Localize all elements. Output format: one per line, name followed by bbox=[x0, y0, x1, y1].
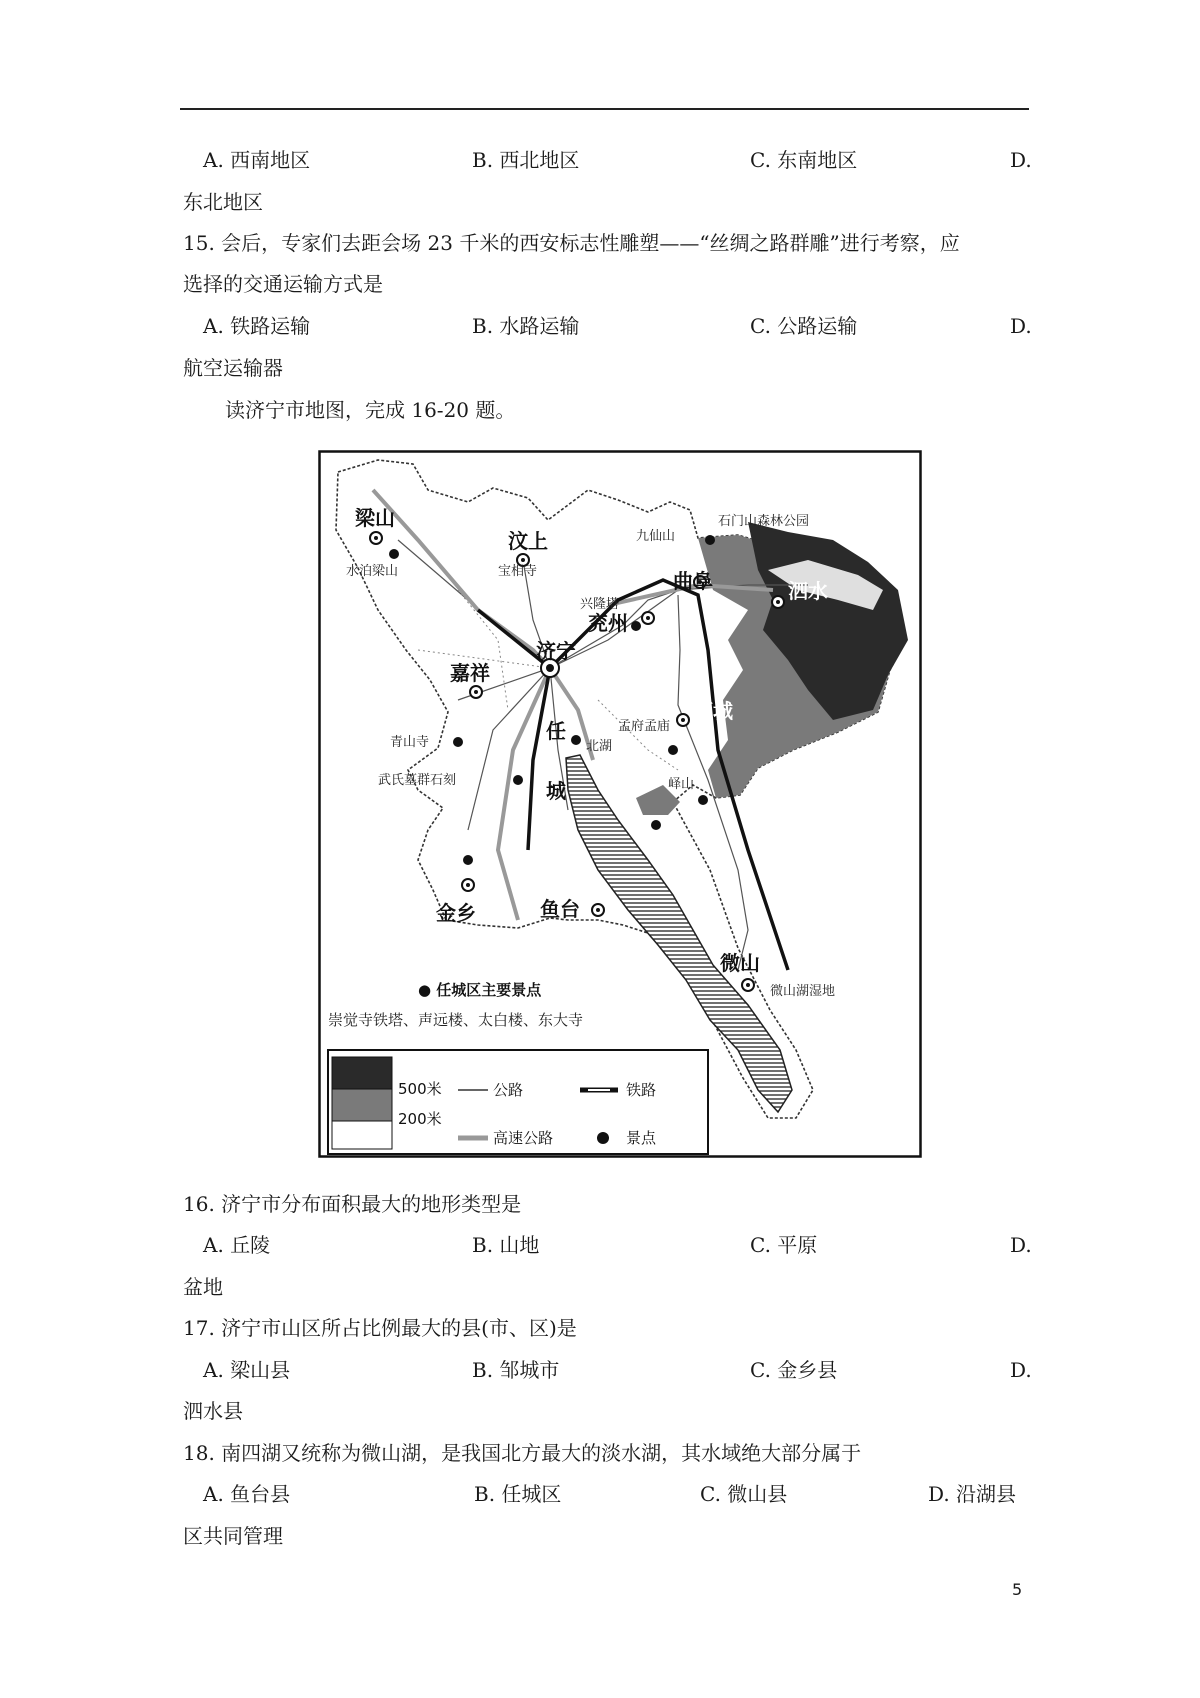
jining-map-figure bbox=[318, 450, 922, 1158]
label-jiaxiang: 嘉祥 bbox=[450, 661, 490, 685]
q18-option-d: D. 沿湖县 bbox=[928, 1482, 1017, 1506]
legend-highway: 高速公路 bbox=[493, 1129, 554, 1147]
label-weishan: 微山 bbox=[720, 951, 760, 975]
legend-swatch-low bbox=[332, 1121, 392, 1149]
label-liangshan: 梁山 bbox=[355, 506, 395, 530]
q18-option-c: C. 微山县 bbox=[700, 1482, 788, 1506]
rencheng-spots-list: 崇觉寺铁塔、声远楼、太白楼、东大寺 bbox=[328, 1011, 584, 1029]
q15-option-b: B. 水路运输 bbox=[472, 314, 580, 338]
q18-option-a: A. 鱼台县 bbox=[203, 1482, 291, 1506]
q15-stem-line2: 选择的交通运输方式是 bbox=[183, 272, 383, 296]
q17-option-b: B. 邹城市 bbox=[472, 1358, 560, 1382]
q18-option-b: B. 任城区 bbox=[474, 1482, 562, 1506]
label-jinxiang: 金乡 bbox=[436, 901, 476, 925]
label-zoucheng: 邹城 bbox=[693, 699, 733, 723]
label-wenshang: 汶上 bbox=[508, 529, 548, 553]
spot-shimen: 石门山森林公园 bbox=[718, 514, 810, 529]
spot-yishan: 峄山 bbox=[668, 777, 695, 792]
legend-road: 公路 bbox=[493, 1081, 524, 1099]
q14-option-d-continued: 东北地区 bbox=[183, 190, 263, 214]
q18-option-d-continued: 区共同管理 bbox=[183, 1524, 283, 1548]
q15-option-d: D. bbox=[1010, 314, 1032, 338]
spot-wushi: 武氏墓群石刻 bbox=[378, 773, 457, 788]
legend-swatch-200m bbox=[332, 1089, 392, 1121]
q14-option-b: B. 西北地区 bbox=[472, 148, 580, 172]
q16-option-b: B. 山地 bbox=[472, 1233, 540, 1257]
q14-option-d: D. bbox=[1010, 148, 1032, 172]
jining-map-svg bbox=[318, 450, 922, 1158]
legend-swatch-500m bbox=[332, 1057, 392, 1089]
label-yanzhou: 兖州 bbox=[588, 611, 628, 635]
spot-mengfu: 孟府孟庙 bbox=[618, 719, 671, 734]
q16-option-c: C. 平原 bbox=[750, 1233, 818, 1257]
q16-option-d-continued: 盆地 bbox=[183, 1275, 223, 1299]
q17-option-d-continued: 泗水县 bbox=[183, 1399, 243, 1423]
rencheng-spots-title: ● 任城区主要景点 bbox=[418, 981, 542, 999]
label-rencheng-2: 城 bbox=[546, 779, 566, 803]
q15-option-a: A. 铁路运输 bbox=[203, 314, 311, 338]
spot-weishan-wetland: 微山湖湿地 bbox=[770, 984, 836, 999]
q15-option-c: C. 公路运输 bbox=[750, 314, 858, 338]
spot-qingshan: 青山寺 bbox=[390, 735, 430, 750]
label-rencheng-1: 任 bbox=[546, 719, 566, 743]
q16-option-a: A. 丘陵 bbox=[203, 1233, 271, 1257]
legend-500m: 500米 bbox=[398, 1080, 442, 1098]
legend-spot: 景点 bbox=[626, 1129, 657, 1147]
map-legend bbox=[328, 1050, 708, 1154]
q17-option-a: A. 梁山县 bbox=[203, 1358, 291, 1382]
q14-option-a: A. 西南地区 bbox=[203, 148, 311, 172]
q17-stem: 17. 济宁市山区所占比例最大的县(市、区)是 bbox=[183, 1316, 577, 1340]
q15-option-d-continued: 航空运输器 bbox=[183, 356, 283, 380]
q17-option-c: C. 金乡县 bbox=[750, 1358, 838, 1382]
q16-stem: 16. 济宁市分布面积最大的地形类型是 bbox=[183, 1192, 522, 1216]
spot-xinglong: 兴隆塔 bbox=[580, 597, 620, 612]
q18-stem: 18. 南四湖又统称为微山湖，是我国北方最大的淡水湖，其水域绝大部分属于 bbox=[183, 1441, 862, 1465]
q17-option-d: D. bbox=[1010, 1358, 1032, 1382]
q15-stem-line1: 15. 会后，专家们去距会场 23 千米的西安标志性雕塑——“丝绸之路群雕”进行考察，应 bbox=[183, 231, 960, 255]
q16-option-d: D. bbox=[1010, 1233, 1032, 1257]
spot-beihu: 北湖 bbox=[586, 739, 613, 754]
label-sishui: 泗水 bbox=[788, 579, 828, 603]
spot-jiuxian: 九仙山 bbox=[636, 529, 676, 544]
label-qufu: 曲阜 bbox=[673, 569, 713, 593]
header-rule bbox=[180, 108, 1029, 110]
spot-baoxiang: 宝相寺 bbox=[498, 564, 538, 579]
spot-shuibo: 水泊梁山 bbox=[346, 564, 399, 579]
legend-200m: 200米 bbox=[398, 1110, 442, 1128]
q14-option-c: C. 东南地区 bbox=[750, 148, 858, 172]
label-yutai: 鱼台 bbox=[540, 897, 580, 921]
legend-rail: 铁路 bbox=[626, 1081, 657, 1099]
map-intro: 读济宁市地图，完成 16-20 题。 bbox=[225, 398, 516, 422]
page-number: 5 bbox=[1012, 1580, 1023, 1599]
label-jining: 济宁 bbox=[536, 639, 576, 663]
